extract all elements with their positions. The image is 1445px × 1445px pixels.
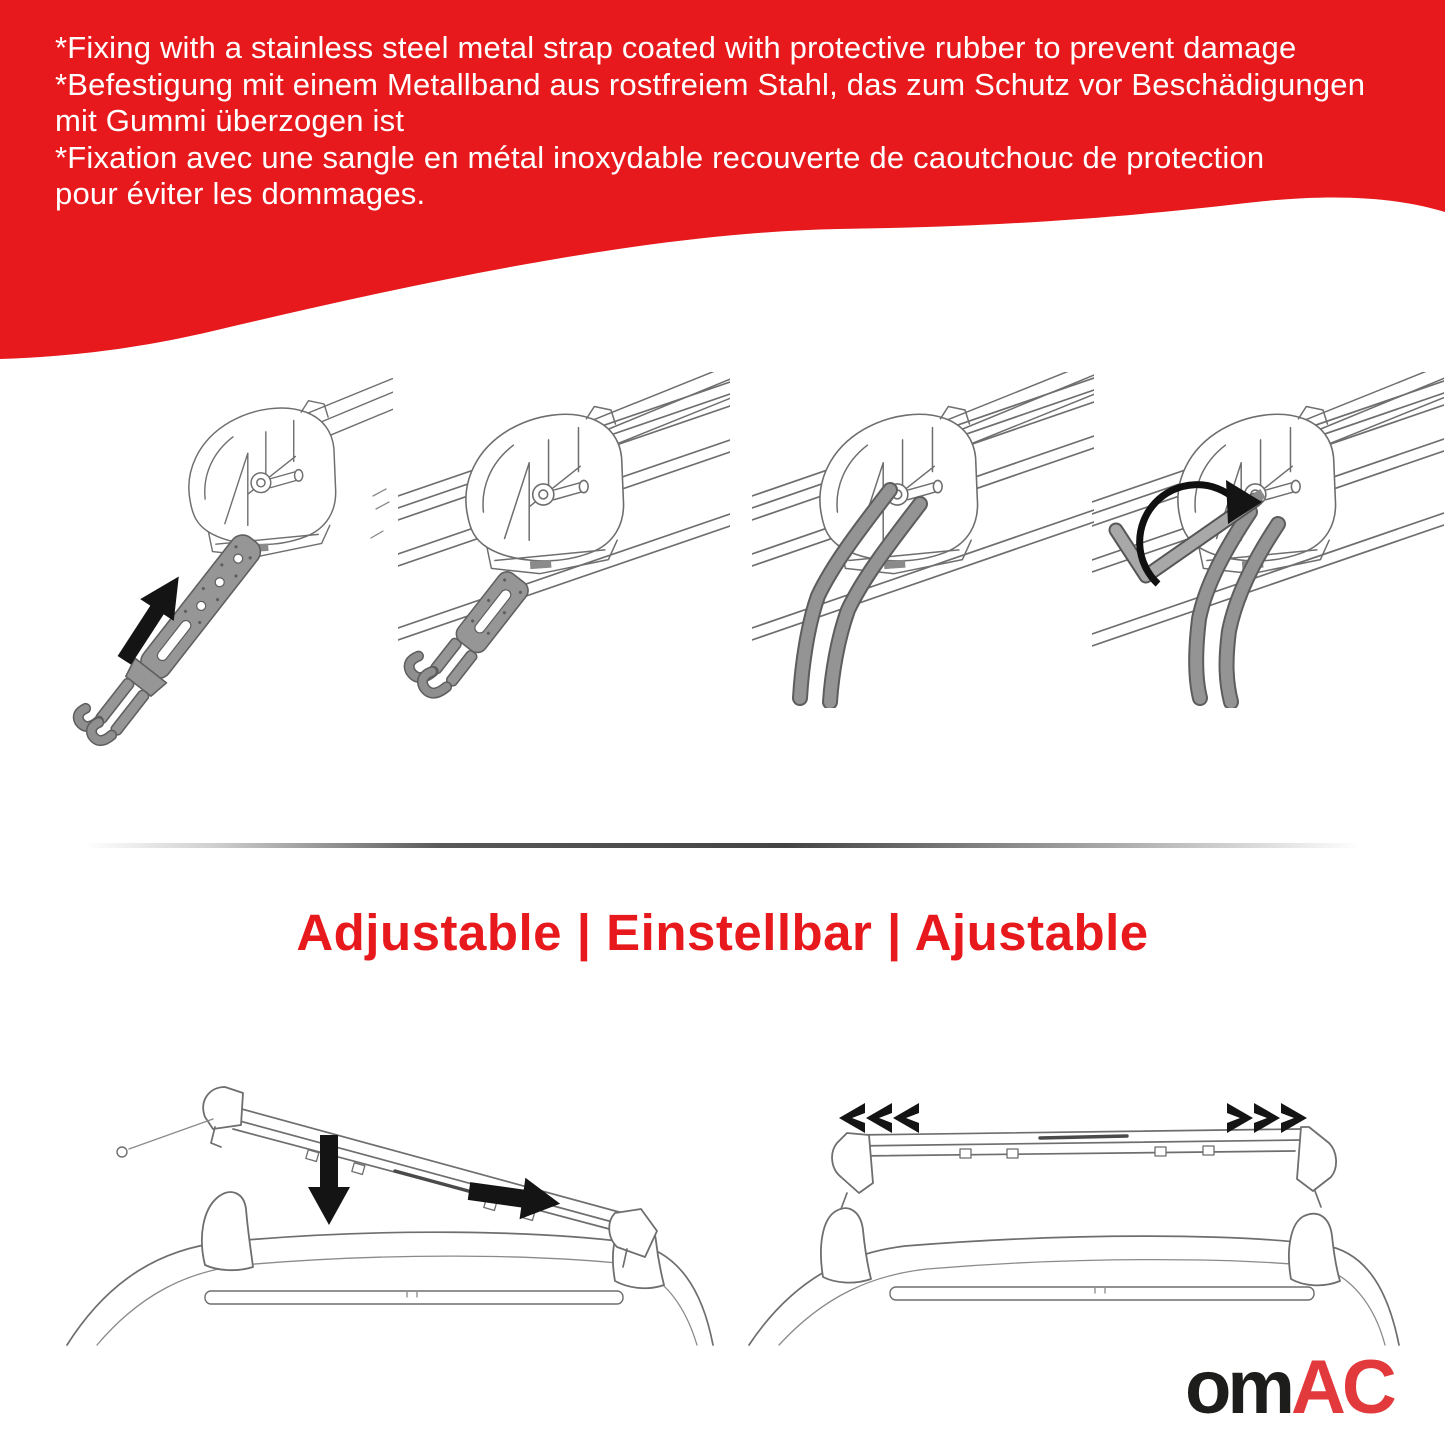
adjustable-heading: Adjustable | Einstellbar | Ajustable <box>296 904 1149 961</box>
metal-strap <box>73 521 269 752</box>
crossbar-and-foot <box>189 378 393 557</box>
crossbar-and-foot <box>1178 372 1444 574</box>
strap-bands <box>800 490 920 702</box>
banner-line-fr-2: pour éviter les dommages. <box>55 176 426 211</box>
step3-strap-wrapped-illustration <box>752 372 1094 708</box>
banner-multilingual-note <box>55 30 1405 213</box>
banner-line-de-1: *Befestigung mit einem Metallband aus rostfreiem Stahl, das zum Schutz vor Beschädigungen <box>55 66 1366 102</box>
banner-line-fr-1: *Fixation avec une sangle en métal inoxydable recouverte de caoutchouc de protection <box>55 139 1265 175</box>
left-roof-mount <box>821 1208 871 1282</box>
omac-logo-red-letters: AC <box>1291 1345 1393 1430</box>
horizontal-crossbar <box>832 1127 1336 1209</box>
right-roof-mount <box>1289 1214 1340 1286</box>
crossbar-and-foot <box>466 372 730 574</box>
step2-strap-below-rail-illustration <box>398 372 730 708</box>
tilted-crossbar-car-illustration <box>55 1025 720 1347</box>
crossbar-and-foot <box>820 372 1094 574</box>
omac-logo <box>1185 1345 1393 1430</box>
banner-line-de-2: mit Gummi überzogen ist <box>55 103 405 138</box>
extended-crossbar-car-illustration <box>735 1025 1417 1347</box>
banner-line-en: *Fixing with a stainless steel metal strap coated with protective rubber to prevent damage <box>55 30 1297 65</box>
omac-logo-black-letters: om <box>1185 1345 1291 1430</box>
right-arrow <box>466 1170 563 1224</box>
step1-insert-strap-illustration <box>45 378 393 770</box>
section-divider <box>85 843 1360 848</box>
extend-left-chevrons <box>839 1103 919 1133</box>
antenna-line <box>117 1119 213 1157</box>
tilted-crossbar <box>203 1087 657 1267</box>
step4-allen-key-tighten-illustration <box>1092 372 1444 708</box>
left-roof-mount <box>202 1192 253 1270</box>
metal-strap <box>403 557 532 703</box>
